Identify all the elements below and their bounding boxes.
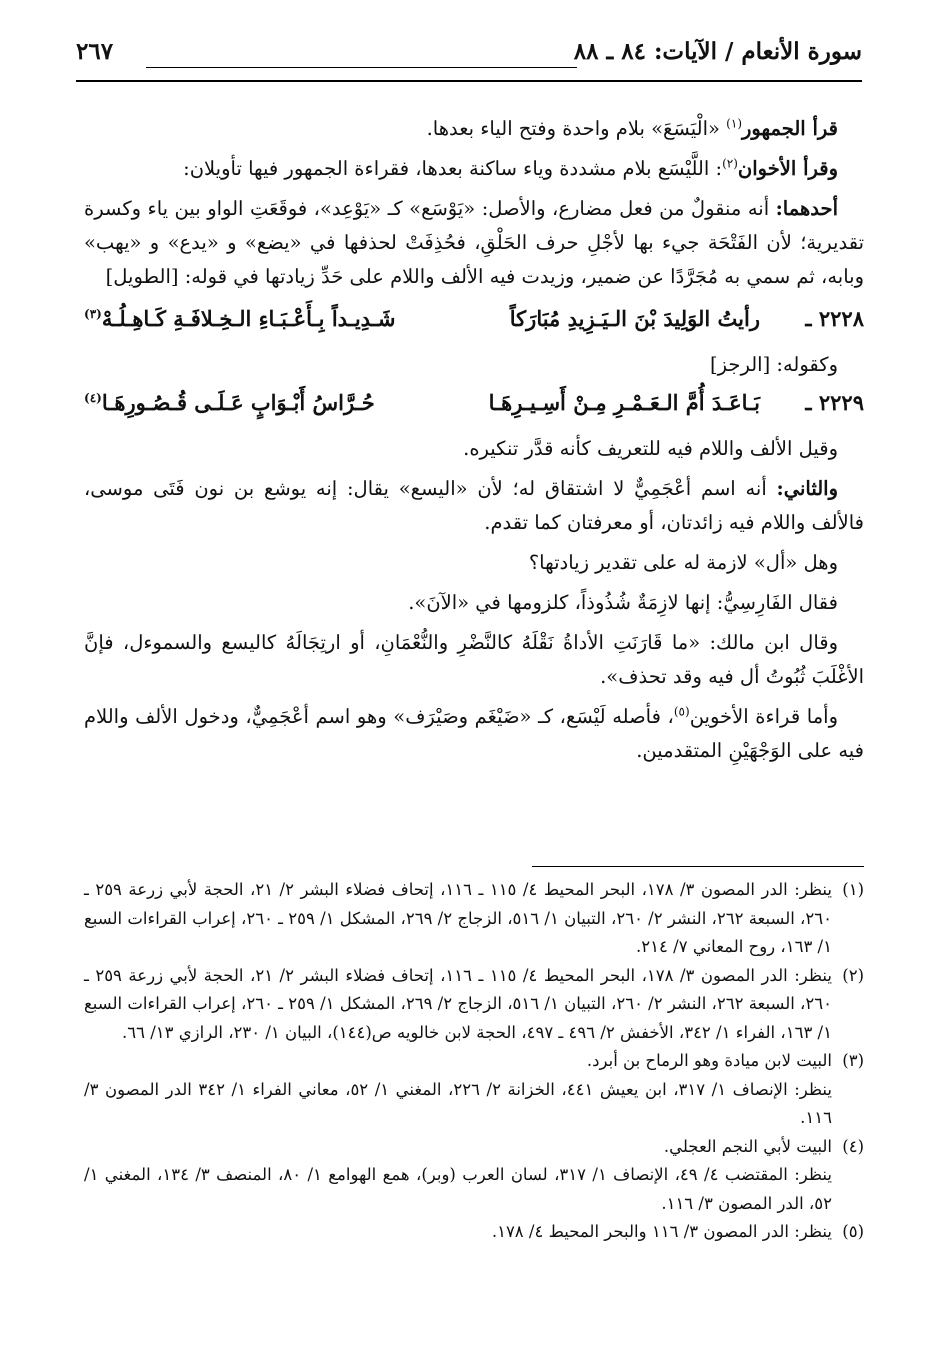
footnote-3: [84, 1047, 864, 1133]
footnote-text: ينظر: الدر المصون ٣/ ١١٦ والبحر المحيط ٤/ ١٧٨.: [491, 1222, 832, 1241]
running-title: سورة الأنعام / الآيات: ٨٤ ـ ٨٨: [573, 38, 862, 65]
paragraph-ibn-malik: وقال ابن مالك: «ما قَارَنَتِ الأداةُ نَقْلَهُ كالنَّضْرِ والنُّعْمَانِ، أو ارتِجَالَهُ كاليسع والسموءل، فإنَّ الأغْلَبَ ثُبُوتُ أل فيه وقد تحذف».: [84, 631, 864, 688]
paragraph-rajaz-intro: وكقوله: [الرجز]: [710, 353, 838, 376]
footnote-5: [84, 1218, 864, 1247]
page-number: ٢٦٧: [76, 38, 114, 65]
paragraph-lead: وقرأ الأخوان: [737, 157, 838, 180]
footnote-ref[interactable]: (٣): [84, 307, 102, 321]
verse-text: حُـرَّاسُ أَبْـوَابٍ عَـلَـى قُـصُـورِهَـا: [101, 390, 375, 415]
footnote-text: ينظر: الدر المصون ٣/ ١٧٨، البحر المحيط ٤/ ١١٥ ـ ١١٦، إتحاف فضلاء البشر ٢/ ٢١، الحجة لأبي زرعة ٢٥٩ ـ ٢٦٠، السبعة ٢٦٢، النشر ٢/ ٢٦٠، التبيان ١/ ٥١٦، الزجاج ٢/ ٢٦٩، المشكل ١/ ٢٥٩ ـ ٢٦٠، إعراب القراءات السبع ١/ ١٦٣، روح المعاني ٧/ ٢١٤.: [84, 880, 832, 956]
running-header: [76, 38, 862, 84]
footnote-sources: ينظر: المقتضب ٤/ ٤٩، الإنصاف ١/ ٣١٧، لسان العرب (وبر)، همع الهوامع ١/ ٨٠، المنصف ٣/ ١٣٤، المغني ١/ ٥٢، الدر المصون ٣/ ١١٦.: [84, 1165, 832, 1213]
footnote-ref[interactable]: (٥): [673, 704, 690, 719]
footnote-mark: (٢): [842, 965, 864, 985]
footnote-text: البيت لأبي النجم العجلي.: [663, 1136, 832, 1156]
paragraph-text: «الْيَسَعَ» بلام واحدة وفتح الياء بعدها.: [426, 117, 727, 140]
main-text: [84, 112, 864, 774]
verse-number: ٢٢٢٨ ـ: [805, 306, 864, 331]
footnote-2: [84, 962, 864, 1048]
verse-text: شَـدِيـداً بِـأَعْـبَـاءِ الـخِـلافَـةِ كَـاهِـلُـهْ: [101, 306, 396, 331]
footnote-ref[interactable]: (١): [726, 116, 742, 131]
paragraph-text: : اللَّيْسَع بلام مشددة وياء ساكنة بعدها، فقراءة الجمهور فيها تأويلان:: [183, 157, 723, 180]
paragraph-text: ، فأصله لَيْسَع، كـ «ضَيْغَم وصَيْرَف» وهو اسم أعْجَمِيٌّ، ودخول الألف واللام فيه على الوَجْهَيْنِ المتقدمين.: [84, 705, 864, 762]
verse-first-hemistich: رأيتُ الوَلِيدَ بْنَ الـيَـزِيدِ مُبَارَكاً: [509, 306, 760, 331]
verse-second-hemistich: [84, 386, 375, 420]
paragraph-first-interpretation: [84, 192, 864, 294]
paragraph-second-interpretation: [84, 472, 864, 540]
verse-2229: [84, 384, 864, 424]
footnote-1: [84, 876, 864, 962]
paragraph-jumhur: [84, 112, 864, 146]
footnote-text: ينظر: الدر المصون ٣/ ١٧٨، البحر المحيط ٤/ ١١٥ ـ ١١٦، إتحاف فضلاء البشر ٢/ ٢١، الحجة لأبي زرعة ٢٥٩ ـ ٢٦٠، السبعة ٢٦٢، النشر ٢/ ٢٦٠، التبيان ١/ ٥١٦، الزجاج ٢/ ٢٦٩، المشكل ١/ ٢٥٩ ـ ٢٦٠، إعراب القراءات السبع ١/ ١٦٣، الفراء ١/ ٣٤٢، الأخفش ٢/ ٤٩٦ ـ ٤٩٧، الحجة لابن خالويه ص(١٤٤)، البيان ١/ ٢٣٠، الرازي ١٣/ ٦٦.: [84, 965, 832, 1042]
paragraph-akhawan: [84, 152, 864, 186]
verse-first-hemistich: بَـاعَـدَ أُمَّ الـعَـمْـرِ مِـنْ أَسِـيـرِهَـا: [488, 390, 760, 415]
paragraph-tarif: وقيل الألف واللام فيه للتعريف كأنه قدَّر تنكيره.: [463, 437, 838, 460]
paragraph-lead: والثاني:: [776, 477, 838, 500]
footnote-4: [84, 1133, 864, 1219]
footnotes: [84, 876, 864, 1247]
paragraph-text: أنه منقولٌ من فعل مضارع، والأصل: «يَوْسَع» كـ «يَوْعِد»، فوقَعَتِ الواو بين ياء وكسرة تقديرية؛ لأن الفَتْحَة جيء بها لأجْلِ حرف الحَلْقِ، فحُذِفَتْ لحذفها في «يضع» و «يدع» و «يهب» وبابه، ثم سمي به مُجَرَّدًا عن ضمير، وزيدت فيه الألف واللام على حَدِّ زيادتها في قوله: [الطويل]: [84, 197, 864, 288]
verse-2228: [84, 300, 864, 340]
paragraph-akhawain-reading: [84, 700, 864, 768]
paragraph-text: وأما قراءة الأخوين: [689, 705, 838, 728]
footnote-sources: ينظر: الإنصاف ١/ ٣١٧، ابن يعيش ٤٤١، الخزانة ٢/ ٢٢٦، المغني ١/ ٥٢، معاني الفراء ١/ ٣٤٢ الدر المصون ٣/ ١١٦.: [84, 1079, 832, 1127]
paragraph-farisi: فقال الفَارِسِيُّ: إنها لازِمَةٌ شُذُوذاً، كلزومها في «الآنَ».: [408, 591, 838, 614]
verse-number: ٢٢٢٩ ـ: [805, 390, 864, 415]
footnote-ref[interactable]: (٤): [84, 391, 102, 405]
footnote-separator: [532, 866, 864, 867]
footnote-ref[interactable]: (٢): [722, 156, 738, 171]
footnote-mark: (١): [842, 880, 864, 899]
footnote-mark: (٤): [842, 1136, 864, 1156]
footnote-mark: (٣): [842, 1051, 864, 1070]
paragraph-lead: قرأ الجمهور: [742, 117, 838, 140]
paragraph-question: وهل «أل» لازمة له على تقدير زيادتها؟: [528, 551, 838, 574]
paragraph-lead: أحدهما:: [775, 197, 838, 220]
paragraph-text: أنه اسم أعْجَمِيٌّ لا اشتقاق له؛ لأن «اليسع» يقال: إنه يوشع بن نون فَتَى موسى، فالألف واللام فيه زائدتان، أو معرفتان كما تقدم.: [84, 477, 864, 534]
header-rule: [76, 80, 862, 82]
footnote-text: البيت لابن ميادة وهو الرماح بن أبرد.: [586, 1051, 832, 1070]
verse-second-hemistich: [84, 302, 395, 336]
footnote-mark: (٥): [842, 1222, 864, 1241]
header-dotted-line: [146, 67, 577, 68]
